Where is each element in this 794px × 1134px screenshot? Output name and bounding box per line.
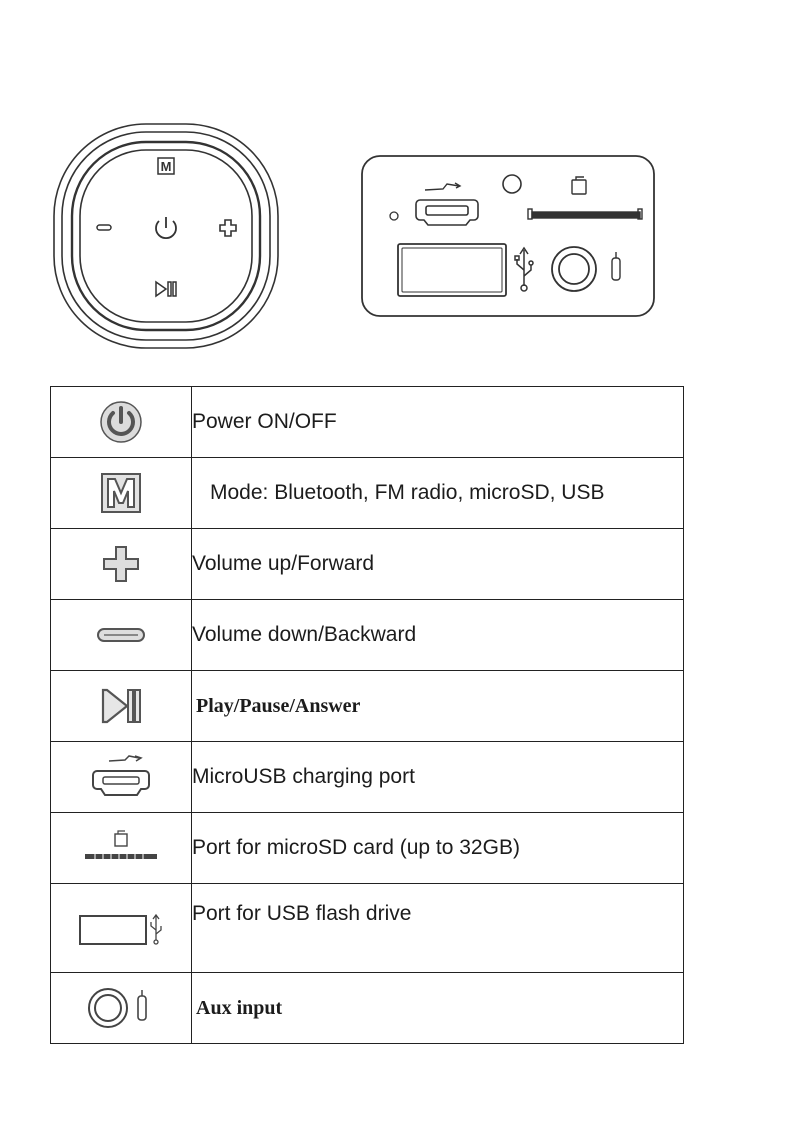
icon-cell bbox=[51, 742, 192, 813]
power-icon bbox=[97, 398, 145, 446]
legend-label: Play/Pause/Answer bbox=[192, 671, 684, 742]
legend-label: Port for microSD card (up to 32GB) bbox=[192, 813, 684, 884]
icon-cell bbox=[51, 973, 192, 1044]
microsd-slot[interactable] bbox=[528, 177, 642, 219]
speaker-top-view bbox=[50, 120, 282, 352]
table-row bbox=[51, 387, 684, 458]
plus-icon bbox=[101, 544, 141, 584]
minus-icon bbox=[95, 623, 147, 647]
aux-input-icon bbox=[86, 984, 156, 1032]
plus-button-icon[interactable] bbox=[220, 220, 236, 236]
legend-label: Volume up/Forward bbox=[192, 529, 684, 600]
icon-cell bbox=[51, 529, 192, 600]
table-row bbox=[51, 529, 684, 600]
icon-cell bbox=[51, 813, 192, 884]
usb-port[interactable] bbox=[398, 244, 506, 296]
play-pause-icon bbox=[99, 686, 143, 726]
microsd-slot-icon bbox=[81, 828, 161, 868]
legend-label: Mode: Bluetooth, FM radio, microSD, USB bbox=[192, 458, 684, 529]
table-row bbox=[51, 458, 684, 529]
mode-icon bbox=[99, 471, 143, 515]
icon-cell bbox=[51, 671, 192, 742]
microusb-port[interactable] bbox=[416, 200, 478, 225]
microphone-hole bbox=[390, 212, 398, 220]
table-row bbox=[51, 671, 684, 742]
legend-label: MicroUSB charging port bbox=[192, 742, 684, 813]
indicator-light bbox=[503, 175, 521, 193]
table-row bbox=[51, 884, 684, 973]
aux-jack[interactable] bbox=[552, 247, 596, 291]
icon-cell bbox=[51, 458, 192, 529]
minus-button-icon[interactable] bbox=[97, 225, 111, 230]
legend-label: Aux input bbox=[192, 973, 684, 1044]
charging-bolt-icon bbox=[425, 183, 460, 190]
play-pause-button-icon[interactable] bbox=[156, 282, 176, 296]
legend-label: Power ON/OFF bbox=[192, 387, 684, 458]
usb-port-icon bbox=[76, 906, 166, 950]
icon-cell bbox=[51, 600, 192, 671]
controls-legend-table bbox=[50, 386, 684, 1044]
power-button-icon[interactable] bbox=[156, 217, 176, 238]
port-panel bbox=[358, 152, 658, 320]
table-row bbox=[51, 813, 684, 884]
icon-cell bbox=[51, 387, 192, 458]
legend-label: Port for USB flash drive bbox=[192, 884, 684, 973]
icon-cell bbox=[51, 884, 192, 973]
table-row bbox=[51, 973, 684, 1044]
headphone-plug-icon bbox=[612, 252, 620, 280]
table-row bbox=[51, 742, 684, 813]
table-row bbox=[51, 600, 684, 671]
legend-label: Volume down/Backward bbox=[192, 600, 684, 671]
mode-button-icon[interactable] bbox=[158, 158, 174, 174]
svg-text:M: M bbox=[160, 159, 172, 174]
usb-symbol-icon bbox=[515, 248, 533, 291]
microusb-port-icon bbox=[89, 753, 153, 801]
